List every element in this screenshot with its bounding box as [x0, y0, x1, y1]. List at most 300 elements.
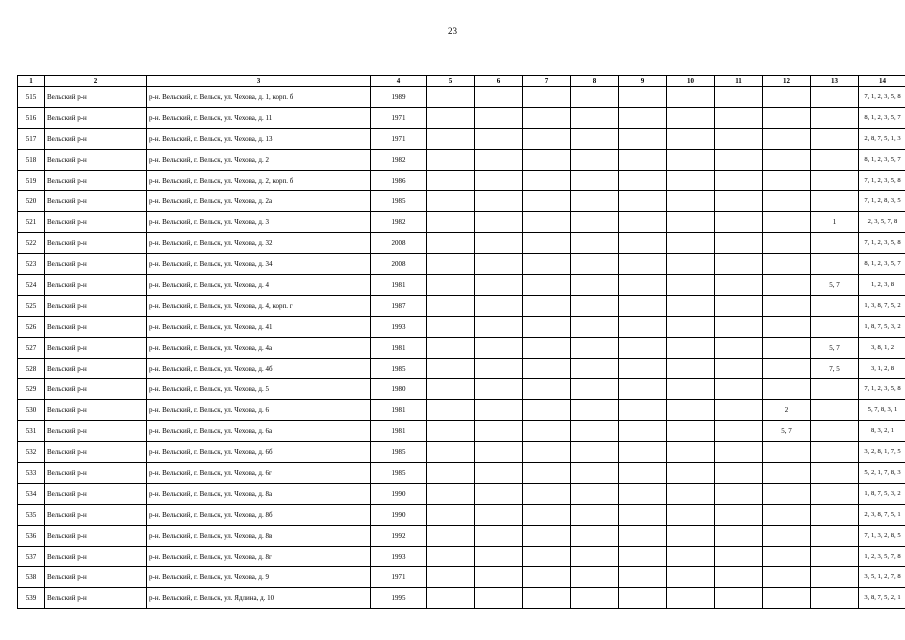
- column-12-cell: [763, 295, 811, 316]
- column-8-cell: [571, 483, 619, 504]
- column-header-13: 13: [811, 76, 859, 87]
- column-6-cell: [475, 379, 523, 400]
- table-row: [18, 275, 905, 296]
- table-row: [18, 170, 905, 191]
- column-13-cell: [811, 400, 859, 421]
- column-12-cell: [763, 254, 811, 275]
- year-cell: 1982: [371, 149, 427, 170]
- column-9-cell: [619, 107, 667, 128]
- address-cell: р-н. Вельский, г. Вельск, ул. Чехова, д. 8б: [147, 504, 371, 525]
- column-7-cell: [523, 87, 571, 108]
- district-cell: Вельский р-н: [45, 191, 147, 212]
- address-cell: р-н. Вельский, г. Вельск, ул. Чехова, д. 6г: [147, 463, 371, 484]
- column-12-cell: [763, 483, 811, 504]
- address-cell: р-н. Вельский, г. Вельск, ул. Чехова, д. 13: [147, 128, 371, 149]
- column-10-cell: [667, 254, 715, 275]
- column-header-10: 10: [667, 76, 715, 87]
- address-cell: р-н. Вельский, г. Вельск, ул. Чехова, д. 5: [147, 379, 371, 400]
- column-13-cell: [811, 525, 859, 546]
- column-13-cell: [811, 483, 859, 504]
- column-8-cell: [571, 107, 619, 128]
- column-14-cell: 3, 8, 1, 2: [859, 337, 905, 358]
- column-12-cell: 2: [763, 400, 811, 421]
- column-14-cell: 8, 1, 2, 3, 5, 7: [859, 149, 905, 170]
- column-5-cell: [427, 316, 475, 337]
- column-14-cell: 1, 2, 3, 8: [859, 275, 905, 296]
- column-7-cell: [523, 316, 571, 337]
- column-13-cell: [811, 316, 859, 337]
- column-9-cell: [619, 400, 667, 421]
- column-8-cell: [571, 275, 619, 296]
- table-row: [18, 463, 905, 484]
- column-14-cell: 7, 1, 2, 3, 5, 8: [859, 170, 905, 191]
- column-5-cell: [427, 295, 475, 316]
- column-9-cell: [619, 588, 667, 609]
- year-cell: 1989: [371, 87, 427, 108]
- column-9-cell: [619, 212, 667, 233]
- district-cell: Вельский р-н: [45, 442, 147, 463]
- column-14-cell: 7, 1, 2, 3, 5, 8: [859, 233, 905, 254]
- address-cell: р-н. Вельский, г. Вельск, ул. Чехова, д. 8а: [147, 483, 371, 504]
- column-6-cell: [475, 463, 523, 484]
- district-cell: Вельский р-н: [45, 170, 147, 191]
- column-7-cell: [523, 233, 571, 254]
- address-cell: р-н. Вельский, г. Вельск, ул. Чехова, д. 4, корп. г: [147, 295, 371, 316]
- column-14-cell: 8, 1, 2, 3, 5, 7: [859, 107, 905, 128]
- year-cell: 1971: [371, 128, 427, 149]
- address-cell: р-н. Вельский, г. Вельск, ул. Чехова, д. 6а: [147, 421, 371, 442]
- column-5-cell: [427, 337, 475, 358]
- column-7-cell: [523, 254, 571, 275]
- column-14-cell: 3, 8, 7, 5, 2, 1: [859, 588, 905, 609]
- column-9-cell: [619, 191, 667, 212]
- district-cell: Вельский р-н: [45, 525, 147, 546]
- column-13-cell: [811, 295, 859, 316]
- district-cell: Вельский р-н: [45, 107, 147, 128]
- column-11-cell: [715, 588, 763, 609]
- column-7-cell: [523, 107, 571, 128]
- column-13-cell: 5, 7: [811, 275, 859, 296]
- row-number-cell: 516: [18, 107, 45, 128]
- address-cell: р-н. Вельский, г. Вельск, ул. Чехова, д. 8г: [147, 546, 371, 567]
- column-9-cell: [619, 546, 667, 567]
- column-7-cell: [523, 504, 571, 525]
- column-8-cell: [571, 254, 619, 275]
- column-11-cell: [715, 546, 763, 567]
- year-cell: 1981: [371, 337, 427, 358]
- year-cell: 1981: [371, 400, 427, 421]
- column-header-5: 5: [427, 76, 475, 87]
- column-13-cell: 5, 7: [811, 337, 859, 358]
- column-10-cell: [667, 107, 715, 128]
- column-9-cell: [619, 379, 667, 400]
- year-cell: 1995: [371, 588, 427, 609]
- address-cell: р-н. Вельский, г. Вельск, ул. Чехова, д. 4: [147, 275, 371, 296]
- column-14-cell: 2, 3, 5, 7, 8: [859, 212, 905, 233]
- column-8-cell: [571, 567, 619, 588]
- column-11-cell: [715, 170, 763, 191]
- column-6-cell: [475, 275, 523, 296]
- column-9-cell: [619, 170, 667, 191]
- column-14-cell: 7, 1, 2, 3, 5, 8: [859, 87, 905, 108]
- column-5-cell: [427, 170, 475, 191]
- column-header-11: 11: [715, 76, 763, 87]
- column-10-cell: [667, 233, 715, 254]
- column-8-cell: [571, 525, 619, 546]
- table-row: [18, 483, 905, 504]
- column-11-cell: [715, 400, 763, 421]
- table-row: [18, 567, 905, 588]
- table-row: [18, 504, 905, 525]
- address-cell: р-н. Вельский, г. Вельск, ул. Чехова, д. 2, корп. б: [147, 170, 371, 191]
- district-cell: Вельский р-н: [45, 567, 147, 588]
- district-cell: Вельский р-н: [45, 463, 147, 484]
- column-14-cell: 8, 3, 2, 1: [859, 421, 905, 442]
- table-row: [18, 191, 905, 212]
- year-cell: 2008: [371, 233, 427, 254]
- year-cell: 1971: [371, 107, 427, 128]
- column-7-cell: [523, 337, 571, 358]
- column-14-cell: 1, 8, 7, 5, 3, 2: [859, 316, 905, 337]
- column-10-cell: [667, 483, 715, 504]
- row-number-cell: 525: [18, 295, 45, 316]
- column-8-cell: [571, 463, 619, 484]
- column-12-cell: [763, 107, 811, 128]
- column-14-cell: 3, 2, 8, 1, 7, 5: [859, 442, 905, 463]
- column-7-cell: [523, 567, 571, 588]
- district-cell: Вельский р-н: [45, 337, 147, 358]
- table-row: [18, 316, 905, 337]
- column-8-cell: [571, 504, 619, 525]
- year-cell: 1985: [371, 442, 427, 463]
- row-number-cell: 527: [18, 337, 45, 358]
- column-14-cell: 1, 3, 8, 7, 5, 2: [859, 295, 905, 316]
- column-7-cell: [523, 442, 571, 463]
- column-12-cell: [763, 233, 811, 254]
- column-12-cell: [763, 275, 811, 296]
- row-number-cell: 523: [18, 254, 45, 275]
- year-cell: 1981: [371, 275, 427, 296]
- row-number-cell: 526: [18, 316, 45, 337]
- column-6-cell: [475, 254, 523, 275]
- column-8-cell: [571, 128, 619, 149]
- column-8-cell: [571, 442, 619, 463]
- row-number-cell: 517: [18, 128, 45, 149]
- column-11-cell: [715, 87, 763, 108]
- table-row: [18, 107, 905, 128]
- year-cell: 1992: [371, 525, 427, 546]
- row-number-cell: 529: [18, 379, 45, 400]
- column-11-cell: [715, 567, 763, 588]
- row-number-cell: 536: [18, 525, 45, 546]
- column-5-cell: [427, 463, 475, 484]
- column-13-cell: [811, 442, 859, 463]
- row-number-cell: 534: [18, 483, 45, 504]
- district-cell: Вельский р-н: [45, 233, 147, 254]
- column-10-cell: [667, 191, 715, 212]
- column-8-cell: [571, 87, 619, 108]
- column-13-cell: [811, 87, 859, 108]
- column-13-cell: [811, 107, 859, 128]
- column-8-cell: [571, 400, 619, 421]
- row-number-cell: 532: [18, 442, 45, 463]
- address-cell: р-н. Вельский, г. Вельск, ул. Чехова, д. 4б: [147, 358, 371, 379]
- district-cell: Вельский р-н: [45, 588, 147, 609]
- column-5-cell: [427, 483, 475, 504]
- column-10-cell: [667, 463, 715, 484]
- district-cell: Вельский р-н: [45, 295, 147, 316]
- district-cell: Вельский р-н: [45, 504, 147, 525]
- column-7-cell: [523, 358, 571, 379]
- column-10-cell: [667, 567, 715, 588]
- column-7-cell: [523, 170, 571, 191]
- column-7-cell: [523, 421, 571, 442]
- column-14-cell: 2, 8, 7, 5, 1, 3: [859, 128, 905, 149]
- table-row: [18, 546, 905, 567]
- column-13-cell: [811, 421, 859, 442]
- column-10-cell: [667, 295, 715, 316]
- column-10-cell: [667, 87, 715, 108]
- column-11-cell: [715, 212, 763, 233]
- address-cell: р-н. Вельский, г. Вельск, ул. Чехова, д. 8в: [147, 525, 371, 546]
- column-6-cell: [475, 212, 523, 233]
- column-9-cell: [619, 87, 667, 108]
- year-cell: 1980: [371, 379, 427, 400]
- column-7-cell: [523, 379, 571, 400]
- column-9-cell: [619, 442, 667, 463]
- column-11-cell: [715, 463, 763, 484]
- year-cell: 1985: [371, 358, 427, 379]
- column-7-cell: [523, 212, 571, 233]
- address-cell: р-н. Вельский, г. Вельск, ул. Ядлина, д. 10: [147, 588, 371, 609]
- column-6-cell: [475, 87, 523, 108]
- column-10-cell: [667, 504, 715, 525]
- column-14-cell: 3, 5, 1, 2, 7, 8: [859, 567, 905, 588]
- column-5-cell: [427, 128, 475, 149]
- column-12-cell: [763, 358, 811, 379]
- column-6-cell: [475, 295, 523, 316]
- column-13-cell: [811, 191, 859, 212]
- column-9-cell: [619, 421, 667, 442]
- column-7-cell: [523, 400, 571, 421]
- column-header-1: 1: [18, 76, 45, 87]
- address-cell: р-н. Вельский, г. Вельск, ул. Чехова, д. 1, корп. б: [147, 87, 371, 108]
- column-12-cell: [763, 525, 811, 546]
- column-13-cell: [811, 567, 859, 588]
- district-cell: Вельский р-н: [45, 421, 147, 442]
- address-cell: р-н. Вельский, г. Вельск, ул. Чехова, д. 6б: [147, 442, 371, 463]
- column-14-cell: 5, 2, 1, 7, 8, 3: [859, 463, 905, 484]
- column-5-cell: [427, 442, 475, 463]
- column-8-cell: [571, 233, 619, 254]
- column-12-cell: [763, 128, 811, 149]
- row-number-cell: 521: [18, 212, 45, 233]
- row-number-cell: 538: [18, 567, 45, 588]
- column-12-cell: 5, 7: [763, 421, 811, 442]
- column-11-cell: [715, 128, 763, 149]
- table-row: [18, 421, 905, 442]
- column-8-cell: [571, 191, 619, 212]
- column-10-cell: [667, 358, 715, 379]
- buildings-table: [17, 75, 905, 609]
- column-7-cell: [523, 463, 571, 484]
- row-number-cell: 530: [18, 400, 45, 421]
- district-cell: Вельский р-н: [45, 212, 147, 233]
- column-13-cell: [811, 128, 859, 149]
- column-8-cell: [571, 316, 619, 337]
- column-12-cell: [763, 504, 811, 525]
- column-10-cell: [667, 400, 715, 421]
- column-8-cell: [571, 337, 619, 358]
- column-5-cell: [427, 191, 475, 212]
- column-6-cell: [475, 337, 523, 358]
- column-11-cell: [715, 483, 763, 504]
- district-cell: Вельский р-н: [45, 316, 147, 337]
- row-number-cell: 519: [18, 170, 45, 191]
- table-row: [18, 379, 905, 400]
- column-14-cell: 2, 3, 8, 7, 5, 1: [859, 504, 905, 525]
- row-number-cell: 535: [18, 504, 45, 525]
- column-11-cell: [715, 442, 763, 463]
- address-cell: р-н. Вельский, г. Вельск, ул. Чехова, д. 3: [147, 212, 371, 233]
- column-13-cell: [811, 546, 859, 567]
- column-8-cell: [571, 421, 619, 442]
- column-14-cell: 7, 1, 2, 3, 5, 8: [859, 379, 905, 400]
- column-8-cell: [571, 379, 619, 400]
- district-cell: Вельский р-н: [45, 400, 147, 421]
- row-number-cell: 539: [18, 588, 45, 609]
- column-10-cell: [667, 588, 715, 609]
- column-6-cell: [475, 170, 523, 191]
- column-7-cell: [523, 149, 571, 170]
- year-cell: 1990: [371, 483, 427, 504]
- column-11-cell: [715, 149, 763, 170]
- column-13-cell: [811, 379, 859, 400]
- column-13-cell: [811, 254, 859, 275]
- column-11-cell: [715, 337, 763, 358]
- column-14-cell: 5, 7, 8, 3, 1: [859, 400, 905, 421]
- column-5-cell: [427, 233, 475, 254]
- column-11-cell: [715, 191, 763, 212]
- table-row: [18, 588, 905, 609]
- column-12-cell: [763, 149, 811, 170]
- row-number-cell: 533: [18, 463, 45, 484]
- column-8-cell: [571, 546, 619, 567]
- table-row: [18, 212, 905, 233]
- column-6-cell: [475, 525, 523, 546]
- column-11-cell: [715, 275, 763, 296]
- column-header-7: 7: [523, 76, 571, 87]
- column-6-cell: [475, 421, 523, 442]
- column-11-cell: [715, 379, 763, 400]
- column-9-cell: [619, 295, 667, 316]
- column-9-cell: [619, 358, 667, 379]
- district-cell: Вельский р-н: [45, 87, 147, 108]
- year-cell: 1985: [371, 463, 427, 484]
- column-5-cell: [427, 588, 475, 609]
- column-10-cell: [667, 442, 715, 463]
- table-row: [18, 337, 905, 358]
- table-row: [18, 295, 905, 316]
- row-number-cell: 515: [18, 87, 45, 108]
- column-12-cell: [763, 87, 811, 108]
- year-cell: 2008: [371, 254, 427, 275]
- column-7-cell: [523, 128, 571, 149]
- column-7-cell: [523, 295, 571, 316]
- column-5-cell: [427, 400, 475, 421]
- column-8-cell: [571, 588, 619, 609]
- column-5-cell: [427, 379, 475, 400]
- district-cell: Вельский р-н: [45, 275, 147, 296]
- column-14-cell: 3, 1, 2, 8: [859, 358, 905, 379]
- year-cell: 1993: [371, 546, 427, 567]
- column-header-8: 8: [571, 76, 619, 87]
- table-header-row: [18, 76, 905, 87]
- row-number-cell: 518: [18, 149, 45, 170]
- year-cell: 1971: [371, 567, 427, 588]
- column-9-cell: [619, 254, 667, 275]
- column-8-cell: [571, 170, 619, 191]
- column-5-cell: [427, 87, 475, 108]
- district-cell: Вельский р-н: [45, 128, 147, 149]
- column-7-cell: [523, 483, 571, 504]
- column-14-cell: 1, 2, 3, 5, 7, 8: [859, 546, 905, 567]
- column-13-cell: [811, 233, 859, 254]
- column-6-cell: [475, 588, 523, 609]
- column-9-cell: [619, 525, 667, 546]
- year-cell: 1987: [371, 295, 427, 316]
- column-7-cell: [523, 588, 571, 609]
- column-10-cell: [667, 337, 715, 358]
- column-9-cell: [619, 233, 667, 254]
- row-number-cell: 537: [18, 546, 45, 567]
- column-header-2: 2: [45, 76, 147, 87]
- column-12-cell: [763, 316, 811, 337]
- row-number-cell: 528: [18, 358, 45, 379]
- column-12-cell: [763, 337, 811, 358]
- year-cell: 1986: [371, 170, 427, 191]
- column-10-cell: [667, 421, 715, 442]
- column-8-cell: [571, 358, 619, 379]
- column-9-cell: [619, 483, 667, 504]
- column-9-cell: [619, 567, 667, 588]
- column-6-cell: [475, 107, 523, 128]
- column-12-cell: [763, 463, 811, 484]
- column-10-cell: [667, 275, 715, 296]
- column-10-cell: [667, 546, 715, 567]
- column-6-cell: [475, 149, 523, 170]
- year-cell: 1985: [371, 191, 427, 212]
- column-9-cell: [619, 504, 667, 525]
- column-7-cell: [523, 275, 571, 296]
- column-12-cell: [763, 442, 811, 463]
- year-cell: 1982: [371, 212, 427, 233]
- column-11-cell: [715, 504, 763, 525]
- column-header-3: 3: [147, 76, 371, 87]
- table-row: [18, 525, 905, 546]
- column-header-4: 4: [371, 76, 427, 87]
- district-cell: Вельский р-н: [45, 379, 147, 400]
- column-6-cell: [475, 128, 523, 149]
- column-11-cell: [715, 316, 763, 337]
- column-5-cell: [427, 546, 475, 567]
- row-number-cell: 531: [18, 421, 45, 442]
- table-body: [18, 87, 905, 609]
- column-11-cell: [715, 421, 763, 442]
- table-row: [18, 149, 905, 170]
- address-cell: р-н. Вельский, г. Вельск, ул. Чехова, д. 2а: [147, 191, 371, 212]
- column-8-cell: [571, 212, 619, 233]
